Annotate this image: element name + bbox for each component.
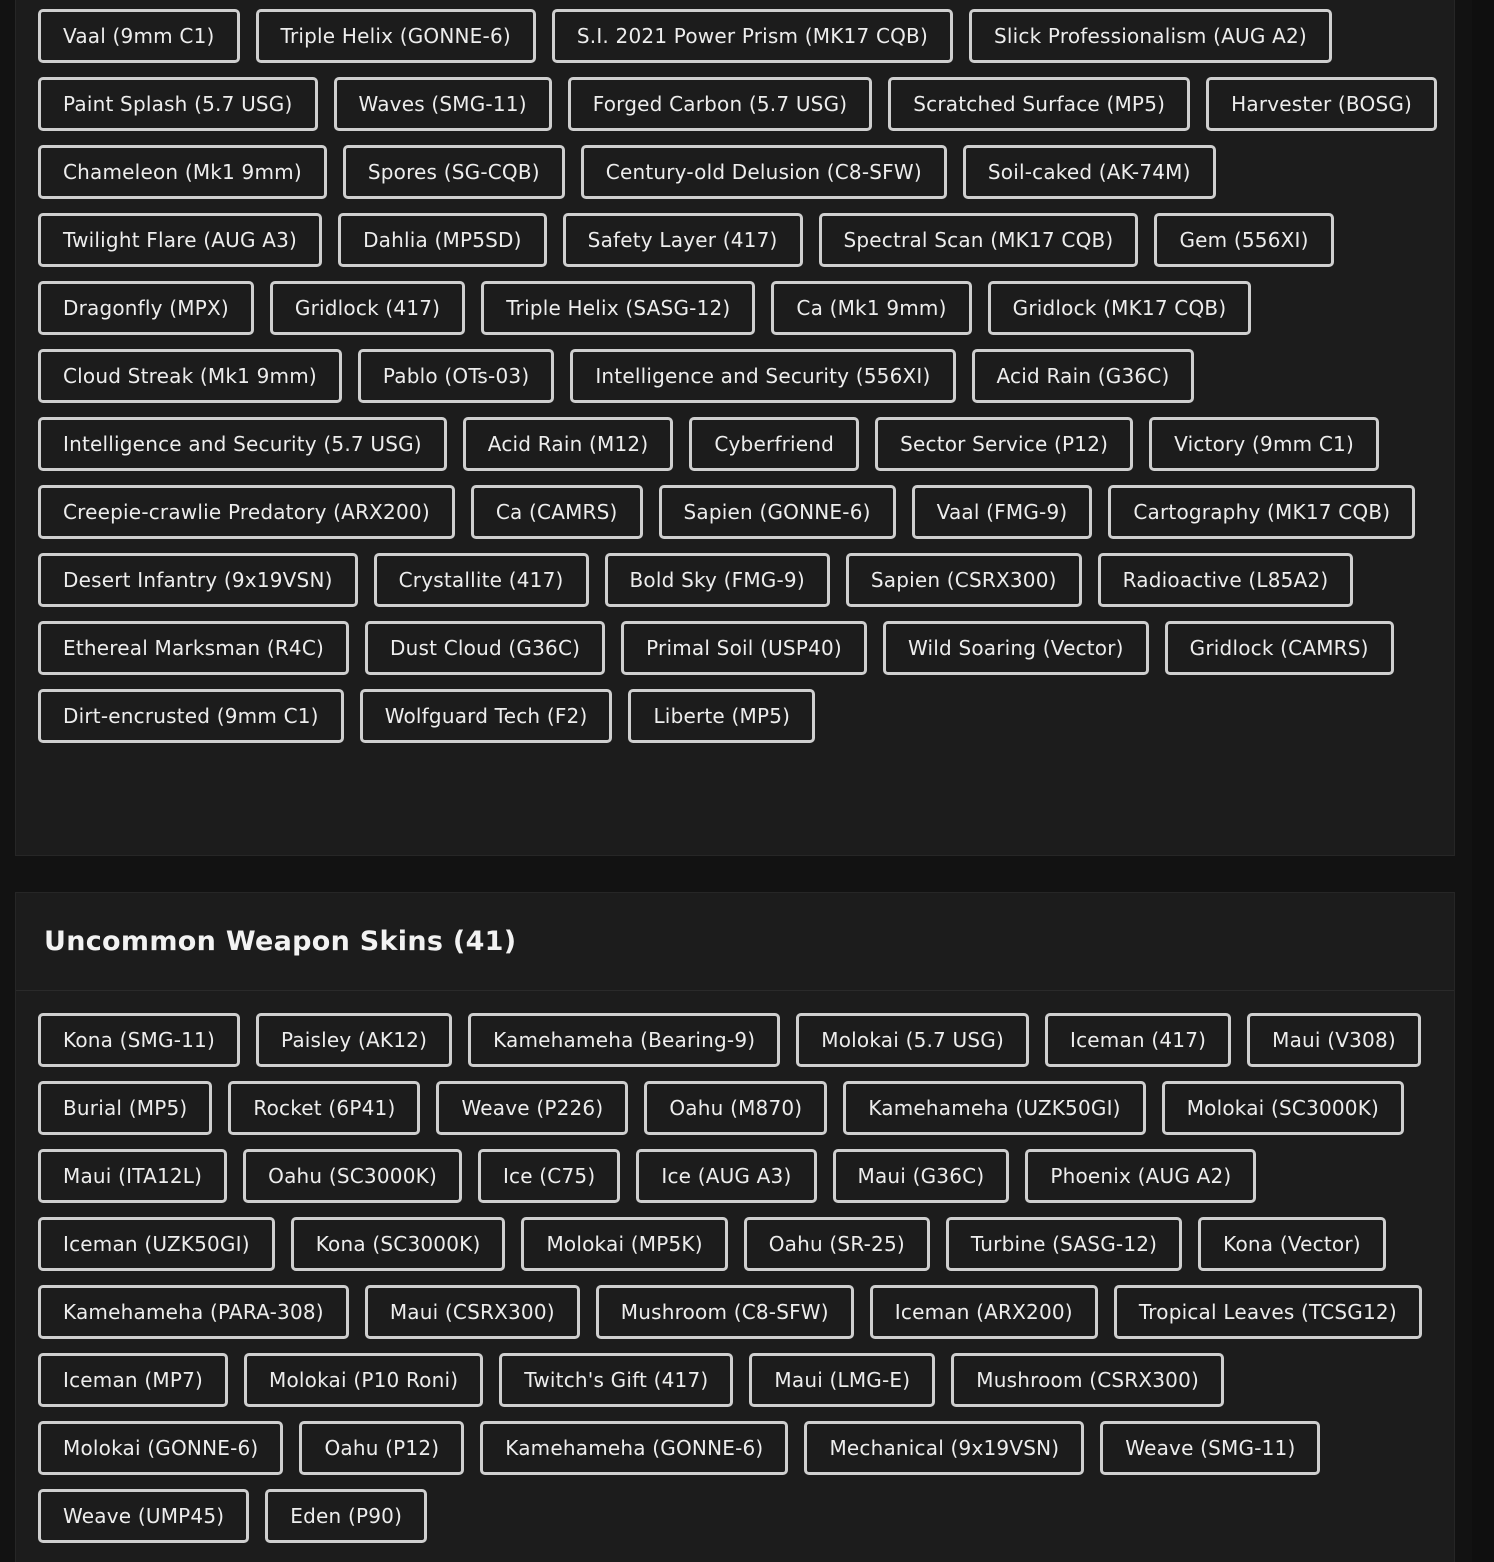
skin-tag[interactable]: Radioactive (L85A2) xyxy=(1098,553,1354,607)
skin-tag[interactable]: Spectral Scan (MK17 CQB) xyxy=(819,213,1139,267)
skin-tag[interactable]: Tropical Leaves (TCSG12) xyxy=(1114,1285,1422,1339)
skin-tag[interactable]: Cyberfriend xyxy=(689,417,859,471)
skin-tag[interactable]: Scratched Surface (MP5) xyxy=(888,77,1190,131)
skin-tag[interactable]: Iceman (417) xyxy=(1045,1013,1231,1067)
skin-tag[interactable]: Vaal (9mm C1) xyxy=(38,9,240,63)
skin-tag[interactable]: Kona (SMG-11) xyxy=(38,1013,240,1067)
skin-tag[interactable]: Safety Layer (417) xyxy=(563,213,803,267)
skin-tag[interactable]: Kona (SC3000K) xyxy=(291,1217,506,1271)
skin-tag[interactable]: Maui (ITA12L) xyxy=(38,1149,227,1203)
skin-tag[interactable]: Twilight Flare (AUG A3) xyxy=(38,213,322,267)
skin-tag[interactable]: Oahu (SC3000K) xyxy=(243,1149,462,1203)
skin-tag[interactable]: Wild Soaring (Vector) xyxy=(883,621,1149,675)
skin-tag[interactable]: Bold Sky (FMG-9) xyxy=(605,553,830,607)
skin-tag[interactable]: Sapien (GONNE-6) xyxy=(659,485,896,539)
skin-tag[interactable]: Harvester (BOSG) xyxy=(1206,77,1437,131)
skin-tag[interactable]: Sapien (CSRX300) xyxy=(846,553,1082,607)
skin-tag-list xyxy=(38,0,1444,743)
skin-tag[interactable]: Kamehameha (UZK50GI) xyxy=(843,1081,1145,1135)
skin-tag[interactable]: Ethereal Marksman (R4C) xyxy=(38,621,349,675)
skin-tag[interactable]: Dragonfly (MPX) xyxy=(38,281,254,335)
skin-tag[interactable]: Molokai (GONNE-6) xyxy=(38,1421,283,1475)
weapon-skins-section-above xyxy=(15,0,1455,856)
skin-tag[interactable]: Intelligence and Security (5.7 USG) xyxy=(38,417,447,471)
skin-tag[interactable]: Kona (Vector) xyxy=(1198,1217,1386,1271)
skin-tag[interactable]: Creepie-crawlie Predatory (ARX200) xyxy=(38,485,455,539)
skin-tag[interactable]: Mechanical (9x19VSN) xyxy=(804,1421,1084,1475)
skin-tag[interactable]: Phoenix (AUG A2) xyxy=(1025,1149,1256,1203)
skin-tag[interactable]: Victory (9mm C1) xyxy=(1149,417,1379,471)
skin-tag[interactable]: Kamehameha (GONNE-6) xyxy=(480,1421,788,1475)
skin-tag[interactable]: Kamehameha (Bearing-9) xyxy=(468,1013,780,1067)
skin-tag[interactable]: Twitch's Gift (417) xyxy=(499,1353,733,1407)
uncommon-weapon-skins-section xyxy=(15,892,1455,1562)
skin-tag[interactable]: Dirt-encrusted (9mm C1) xyxy=(38,689,344,743)
skin-tag[interactable]: Maui (LMG-E) xyxy=(749,1353,935,1407)
skin-tag[interactable]: S.I. 2021 Power Prism (MK17 CQB) xyxy=(552,9,953,63)
skin-tag[interactable]: Weave (P226) xyxy=(436,1081,628,1135)
skin-tag[interactable]: Primal Soil (USP40) xyxy=(621,621,867,675)
skin-tag[interactable]: Iceman (MP7) xyxy=(38,1353,228,1407)
skin-tag[interactable]: Desert Infantry (9x19VSN) xyxy=(38,553,358,607)
skin-tag[interactable]: Ice (C75) xyxy=(478,1149,620,1203)
skin-tag[interactable]: Ca (Mk1 9mm) xyxy=(771,281,971,335)
skin-tag[interactable]: Soil-caked (AK-74M) xyxy=(963,145,1216,199)
skin-tag[interactable]: Molokai (P10 Roni) xyxy=(244,1353,483,1407)
skin-tag[interactable]: Cloud Streak (Mk1 9mm) xyxy=(38,349,342,403)
skin-tag[interactable]: Dahlia (MP5SD) xyxy=(338,213,547,267)
skin-tag[interactable]: Cartography (MK17 CQB) xyxy=(1108,485,1415,539)
skin-tag[interactable]: Kamehameha (PARA-308) xyxy=(38,1285,349,1339)
skin-tag[interactable]: Oahu (P12) xyxy=(299,1421,464,1475)
skin-tag[interactable]: Gridlock (MK17 CQB) xyxy=(988,281,1252,335)
skin-tag[interactable]: Oahu (SR-25) xyxy=(744,1217,930,1271)
skin-tag[interactable]: Acid Rain (G36C) xyxy=(972,349,1195,403)
skin-tag[interactable]: Liberte (MP5) xyxy=(628,689,815,743)
skin-tag[interactable]: Turbine (SASG-12) xyxy=(946,1217,1182,1271)
skin-tag[interactable]: Vaal (FMG-9) xyxy=(912,485,1093,539)
skin-tag[interactable]: Crystallite (417) xyxy=(374,553,589,607)
skin-tag[interactable]: Gridlock (417) xyxy=(270,281,465,335)
skin-tag[interactable]: Gridlock (CAMRS) xyxy=(1165,621,1394,675)
skin-tag[interactable]: Mushroom (CSRX300) xyxy=(951,1353,1224,1407)
skin-tag[interactable]: Triple Helix (SASG-12) xyxy=(481,281,755,335)
skin-tag-list xyxy=(38,1013,1444,1543)
page-scrollbar[interactable] xyxy=(1472,0,1494,1562)
skin-tag[interactable]: Triple Helix (GONNE-6) xyxy=(256,9,536,63)
skin-tag[interactable]: Maui (CSRX300) xyxy=(365,1285,580,1339)
skin-tag[interactable]: Molokai (MP5K) xyxy=(521,1217,727,1271)
skin-tag[interactable]: Ice (AUG A3) xyxy=(636,1149,816,1203)
skin-tag[interactable]: Century-old Delusion (C8-SFW) xyxy=(581,145,947,199)
skin-tag[interactable]: Sector Service (P12) xyxy=(875,417,1133,471)
skin-tag[interactable]: Molokai (SC3000K) xyxy=(1162,1081,1404,1135)
section-header xyxy=(16,893,1454,991)
skin-tag[interactable]: Ca (CAMRS) xyxy=(471,485,643,539)
skin-tag[interactable]: Slick Professionalism (AUG A2) xyxy=(969,9,1332,63)
skin-tag[interactable]: Molokai (5.7 USG) xyxy=(796,1013,1029,1067)
skin-tag[interactable]: Forged Carbon (5.7 USG) xyxy=(568,77,873,131)
skin-tag[interactable]: Waves (SMG-11) xyxy=(334,77,552,131)
skin-tag[interactable]: Chameleon (Mk1 9mm) xyxy=(38,145,327,199)
skin-tag[interactable]: Dust Cloud (G36C) xyxy=(365,621,605,675)
skin-tag[interactable]: Paint Splash (5.7 USG) xyxy=(38,77,318,131)
skin-tag[interactable]: Gem (556XI) xyxy=(1154,213,1333,267)
skin-tag[interactable]: Iceman (ARX200) xyxy=(870,1285,1098,1339)
skin-tag[interactable]: Eden (P90) xyxy=(265,1489,427,1543)
skin-tag[interactable]: Mushroom (C8-SFW) xyxy=(596,1285,854,1339)
skin-tag[interactable]: Oahu (M870) xyxy=(644,1081,827,1135)
skin-tag[interactable]: Weave (UMP45) xyxy=(38,1489,249,1543)
skin-tag[interactable]: Wolfguard Tech (F2) xyxy=(360,689,613,743)
skin-tag[interactable]: Iceman (UZK50GI) xyxy=(38,1217,275,1271)
skin-tag[interactable]: Maui (V308) xyxy=(1247,1013,1421,1067)
skin-tag[interactable]: Paisley (AK12) xyxy=(256,1013,452,1067)
skin-tag[interactable]: Burial (MP5) xyxy=(38,1081,212,1135)
skin-tag[interactable]: Pablo (OTs-03) xyxy=(358,349,554,403)
skin-tag[interactable]: Intelligence and Security (556XI) xyxy=(570,349,955,403)
skin-tag[interactable]: Spores (SG-CQB) xyxy=(343,145,565,199)
skin-tag[interactable]: Acid Rain (M12) xyxy=(463,417,674,471)
skin-tag[interactable]: Maui (G36C) xyxy=(833,1149,1010,1203)
skin-tag[interactable]: Weave (SMG-11) xyxy=(1100,1421,1320,1475)
section-title: Uncommon Weapon Skins (41) xyxy=(44,926,517,957)
skin-tag[interactable]: Rocket (6P41) xyxy=(228,1081,420,1135)
